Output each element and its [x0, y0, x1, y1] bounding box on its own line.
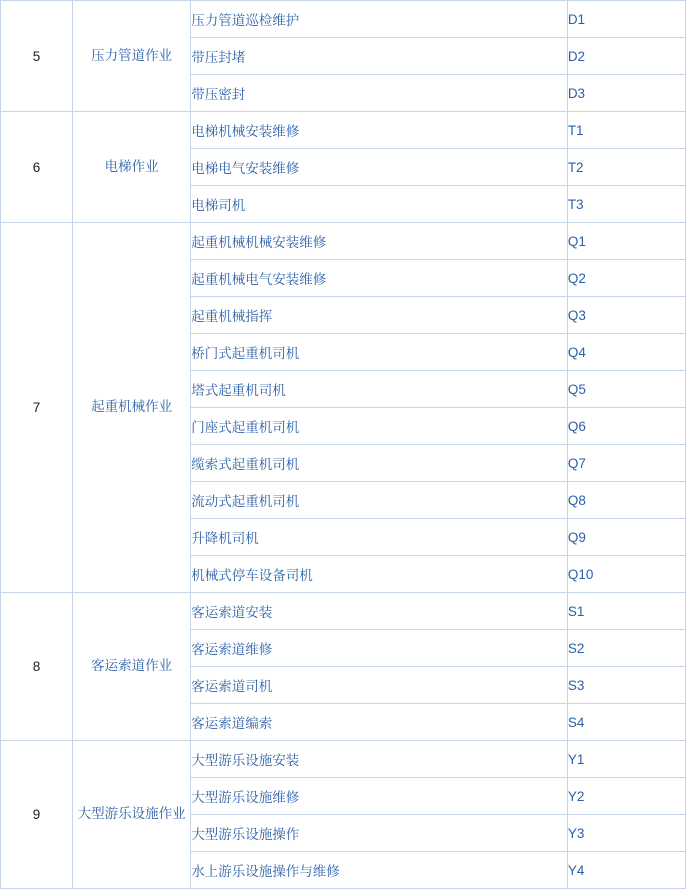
item-code-cell: T3 [567, 186, 685, 223]
item-code-cell: Y2 [567, 778, 685, 815]
operation-item-cell[interactable]: 缆索式起重机司机 [191, 445, 568, 482]
category-cell[interactable]: 压力管道作业 [73, 1, 191, 112]
item-code-cell: S3 [567, 667, 685, 704]
operation-item-cell[interactable]: 流动式起重机司机 [191, 482, 568, 519]
operation-item-cell[interactable]: 大型游乐设施安装 [191, 741, 568, 778]
operation-item-cell[interactable]: 桥门式起重机司机 [191, 334, 568, 371]
row-number-cell: 6 [1, 112, 73, 223]
item-code-cell: Y4 [567, 852, 685, 889]
row-number-cell: 8 [1, 593, 73, 741]
item-code-cell: S2 [567, 630, 685, 667]
item-code-cell: Q9 [567, 519, 685, 556]
item-code-cell: Q1 [567, 223, 685, 260]
table-body [1, 1, 686, 889]
operation-item-cell[interactable]: 水上游乐设施操作与维修 [191, 852, 568, 889]
operation-item-cell[interactable]: 客运索道安装 [191, 593, 568, 630]
item-code-cell: Q8 [567, 482, 685, 519]
operation-item-cell[interactable]: 机械式停车设备司机 [191, 556, 568, 593]
category-cell[interactable]: 起重机械作业 [73, 223, 191, 593]
item-code-cell: Q5 [567, 371, 685, 408]
item-code-cell: Q6 [567, 408, 685, 445]
operation-item-cell[interactable]: 起重机械电气安装维修 [191, 260, 568, 297]
item-code-cell: Q7 [567, 445, 685, 482]
operation-item-cell[interactable]: 电梯机械安装维修 [191, 112, 568, 149]
item-code-cell: Q4 [567, 334, 685, 371]
item-code-cell: T1 [567, 112, 685, 149]
operation-item-cell[interactable]: 客运索道司机 [191, 667, 568, 704]
table-row [1, 1, 686, 38]
item-code-cell: S1 [567, 593, 685, 630]
item-code-cell: Q10 [567, 556, 685, 593]
category-cell[interactable]: 电梯作业 [73, 112, 191, 223]
operation-item-cell[interactable]: 大型游乐设施操作 [191, 815, 568, 852]
row-number-cell: 9 [1, 741, 73, 889]
operation-item-cell[interactable]: 塔式起重机司机 [191, 371, 568, 408]
operation-item-cell[interactable]: 带压封堵 [191, 38, 568, 75]
item-code-cell: Y3 [567, 815, 685, 852]
row-number-cell: 5 [1, 1, 73, 112]
operation-item-cell[interactable]: 起重机械机械安装维修 [191, 223, 568, 260]
operation-item-cell[interactable]: 大型游乐设施维修 [191, 778, 568, 815]
operation-item-cell[interactable]: 门座式起重机司机 [191, 408, 568, 445]
table-row [1, 112, 686, 149]
item-code-cell: S4 [567, 704, 685, 741]
operation-item-cell[interactable]: 电梯电气安装维修 [191, 149, 568, 186]
table-row [1, 223, 686, 260]
operation-item-cell[interactable]: 客运索道编索 [191, 704, 568, 741]
operation-item-cell[interactable]: 压力管道巡检维护 [191, 1, 568, 38]
category-cell[interactable]: 客运索道作业 [73, 593, 191, 741]
item-code-cell: D3 [567, 75, 685, 112]
category-cell[interactable]: 大型游乐设施作业 [73, 741, 191, 889]
operation-item-cell[interactable]: 客运索道维修 [191, 630, 568, 667]
item-code-cell: T2 [567, 149, 685, 186]
row-number-cell: 7 [1, 223, 73, 593]
operation-item-cell[interactable]: 带压密封 [191, 75, 568, 112]
item-code-cell: Q2 [567, 260, 685, 297]
item-code-cell: Q3 [567, 297, 685, 334]
item-code-cell: D2 [567, 38, 685, 75]
table-row [1, 593, 686, 630]
item-code-cell: D1 [567, 1, 685, 38]
item-code-cell: Y1 [567, 741, 685, 778]
operation-item-cell[interactable]: 电梯司机 [191, 186, 568, 223]
table-row [1, 741, 686, 778]
operation-item-cell[interactable]: 升降机司机 [191, 519, 568, 556]
operation-item-cell[interactable]: 起重机械指挥 [191, 297, 568, 334]
